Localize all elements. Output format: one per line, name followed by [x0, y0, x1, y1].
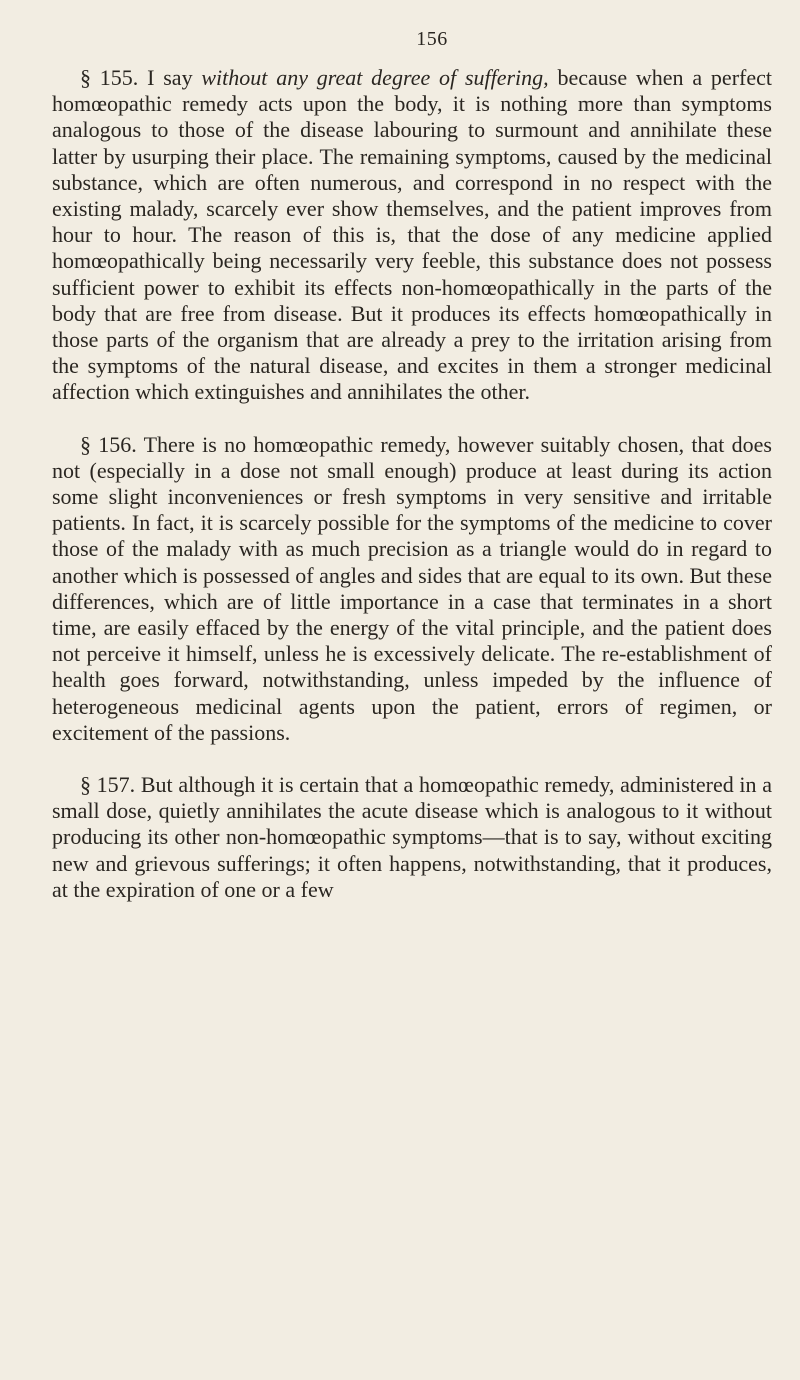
- page-number: 156: [416, 28, 448, 50]
- paragraph-155: [52, 65, 772, 406]
- paragraph-155-body: because when a perfect homœopathic remedy acts upon the body, it is nothing more than symptoms analogous to those of the disease labouring to surmount and annihilate these latter by usurping their place. The remaining symptoms, caused by the medicinal substance, which are often numerous, and correspond in no respect with the existing malady, scarcely ever show themselves, and the patient improves from hour to hour. The reason of this is, that the dose of any medicine applied homœopathically being necessarily very feeble, this substance does not possess sufficient power to exhibit its effects non-homœopathically in the parts of the body that are free from disease. But it produces its effects homœopathically in those parts of the organism that are already a prey to the irritation arising from the symptoms of the natural disease, and excites in them a stronger medicinal affection which extinguishes and annihilates the other.: [52, 65, 772, 405]
- paragraph-157: § 157. But although it is certain that a homœopathic remedy, administered in a small dose, quietly annihilates the acute disease which is analogous to it without producing its other non-homœopathic symptoms—that is to say, without exciting new and grievous sufferings; it often happens, notwithstanding, that it produces, at the expiration of one or a few: [52, 772, 772, 902]
- paragraph-155-lead: § 155. I say: [80, 65, 202, 90]
- paragraph-155-emphasis: without any great degree of suffering,: [201, 65, 549, 90]
- paragraph-156: § 156. There is no homœopathic remedy, however suitably chosen, that does not (especially in a dose not small enough) produce at least during its action some slight inconveniences or fresh symptoms in very sensitive and irritable patients. In fact, it is scarcely possible for the symptoms of the medicine to cover those of the malady with as much precision as a triangle would do in regard to another which is possessed of angles and sides that are equal to its own. But these differences, which are of little importance in a case that terminates in a short time, are easily effaced by the energy of the vital principle, and the patient does not perceive it himself, unless he is excessively delicate. The re-establishment of health goes forward, notwithstanding, unless impeded by the influence of heterogeneous medicinal agents upon the patient, errors of regimen, or excitement of the passions.: [52, 431, 772, 745]
